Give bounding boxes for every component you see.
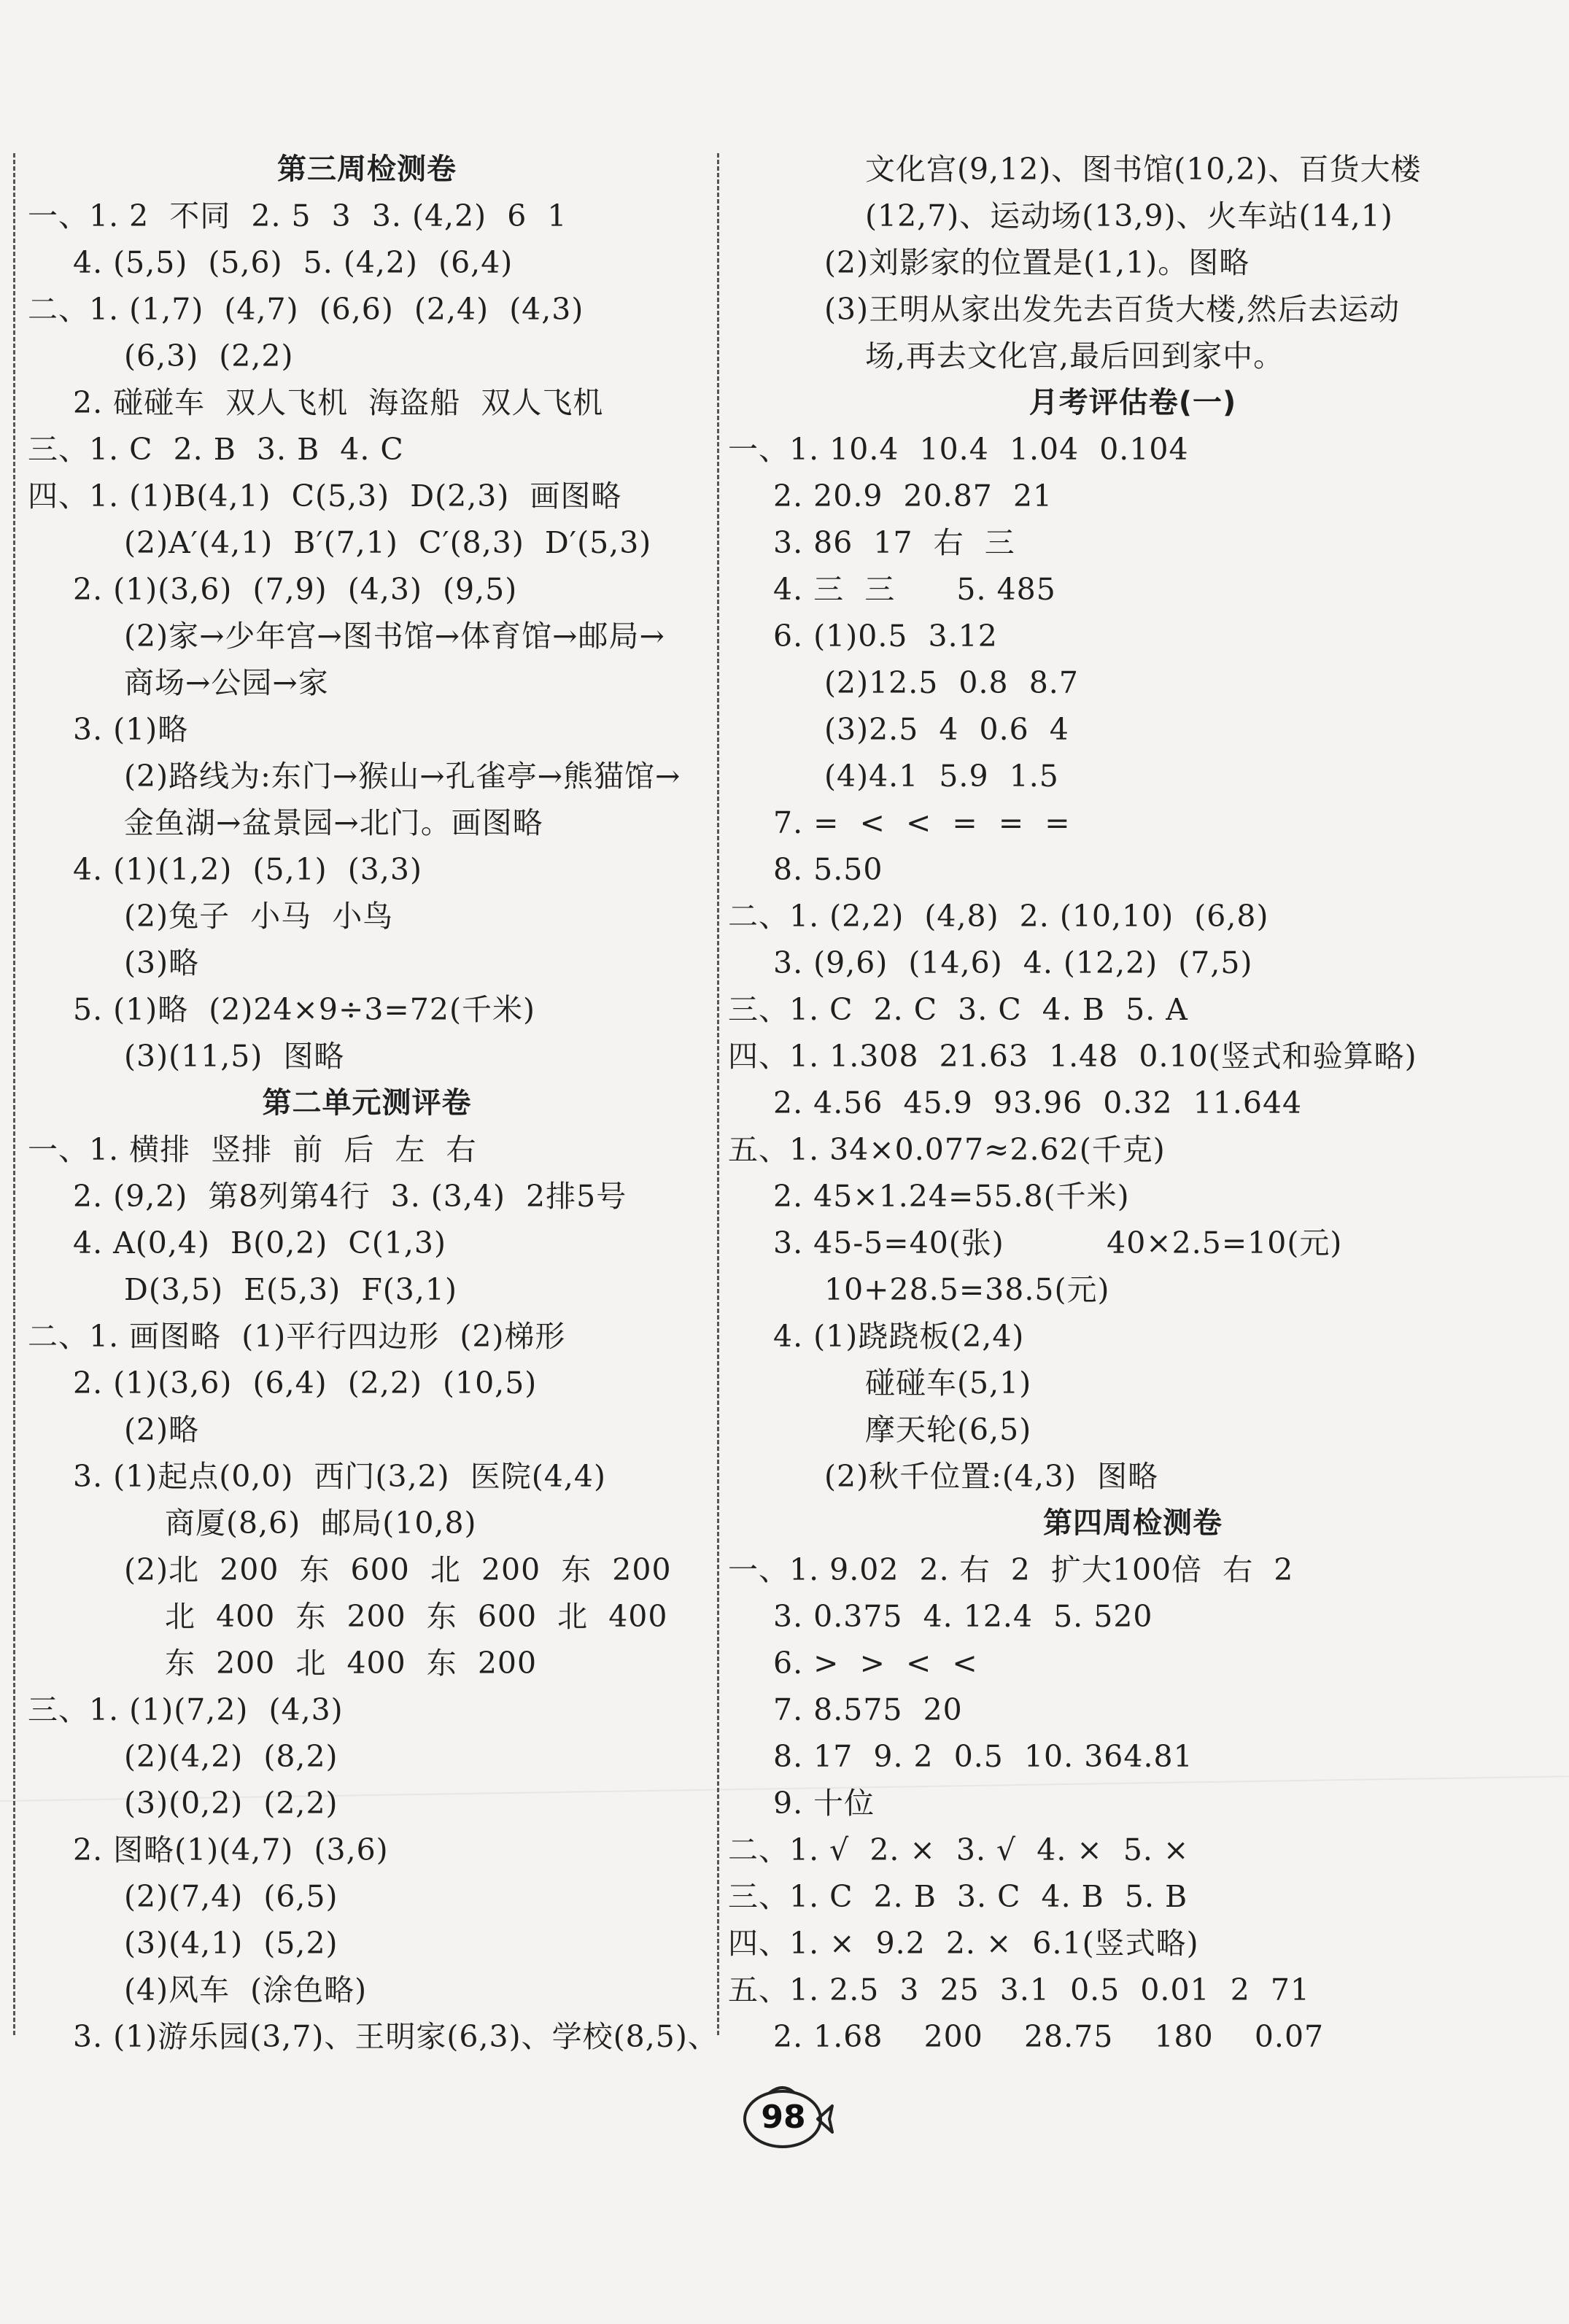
- answer-line: 二、1. (1,7) (4,7) (6,6) (2,4) (4,3): [28, 292, 584, 327]
- left-margin-dashed-rule: [13, 153, 15, 2035]
- answer-line: 四、1. (1)B(4,1) C(5,3) D(2,3) 画图略: [28, 479, 622, 514]
- answer-line: 2. 4.56 45.9 93.96 0.32 11.644: [773, 1085, 1303, 1120]
- answer-line: (2)刘影家的位置是(1,1)。图略: [824, 245, 1250, 280]
- answer-line: 2. (9,2) 第8列第4行 3. (3,4) 2排5号: [73, 1179, 627, 1214]
- answer-line: 3. (1)略: [73, 712, 189, 747]
- answer-line: 四、1. 1.308 21.63 1.48 0.10(竖式和验算略): [728, 1039, 1417, 1074]
- answer-line: D(3,5) E(5,3) F(3,1): [124, 1272, 457, 1307]
- answer-line: 文化宫(9,12)、图书馆(10,2)、百货大楼: [865, 152, 1422, 187]
- answer-line: 4. A(0,4) B(0,2) C(1,3): [73, 1225, 446, 1260]
- answer-line: 五、1. 34×0.077≈2.62(千克): [728, 1132, 1166, 1167]
- answer-line: (2)北 200 东 600 北 200 东 200: [124, 1552, 672, 1587]
- answer-line: 2. (1)(3,6) (7,9) (4,3) (9,5): [73, 572, 518, 607]
- answer-column-left: [28, 146, 718, 2060]
- answer-line: 商场→公园→家: [124, 665, 329, 700]
- answer-line: 场,再去文化宫,最后回到家中。: [865, 338, 1285, 373]
- answer-line: 7. = < < = = =: [773, 805, 1071, 840]
- answer-line: 一、1. 2 不同 2. 5 3 3. (4,2) 6 1: [28, 198, 567, 233]
- answer-line: (3)2.5 4 0.6 4: [824, 712, 1069, 747]
- answer-line: (3)王明从家出发先去百货大楼,然后去运动: [824, 292, 1401, 327]
- answer-line: 2. 45×1.24=55.8(千米): [773, 1179, 1130, 1214]
- answer-line: 商厦(8,6) 邮局(10,8): [165, 1506, 477, 1541]
- section-heading: 第四周检测卷: [1043, 1506, 1223, 1540]
- section-heading: 月考评估卷(一): [1028, 386, 1237, 419]
- answer-line: 7. 8.575 20: [773, 1692, 963, 1727]
- answer-line: 金鱼湖→盆景园→北门。画图略: [124, 805, 543, 840]
- answer-line: 一、1. 10.4 10.4 1.04 0.104: [728, 432, 1189, 467]
- page-number: 98: [761, 2099, 806, 2136]
- answer-line: (2)略: [124, 1412, 200, 1447]
- answer-line: 8. 5.50: [773, 852, 883, 887]
- answer-line: (2)A′(4,1) B′(7,1) C′(8,3) D′(5,3): [124, 525, 652, 560]
- answer-line: 2. 20.9 20.87 21: [773, 479, 1053, 514]
- answer-line: 二、1. 画图略 (1)平行四边形 (2)梯形: [28, 1319, 566, 1354]
- answer-line: (6,3) (2,2): [124, 338, 294, 373]
- answer-line: (2)秋千位置:(4,3) 图略: [824, 1459, 1159, 1494]
- answer-line: 东 200 北 400 东 200: [165, 1646, 538, 1681]
- answer-line: 9. 十位: [773, 1786, 875, 1821]
- section-heading: 第三周检测卷: [277, 152, 457, 186]
- answer-line: 3. 0.375 4. 12.4 5. 520: [773, 1599, 1153, 1634]
- answer-line: 三、1. (1)(7,2) (4,3): [28, 1692, 344, 1727]
- section-heading: 第二单元测评卷: [262, 1086, 472, 1120]
- answer-line: (2)兔子 小马 小鸟: [124, 899, 394, 934]
- answer-line: 6. (1)0.5 3.12: [773, 619, 998, 654]
- answer-line: 2. 图略(1)(4,7) (3,6): [73, 1832, 389, 1867]
- answer-line: 3. (9,6) (14,6) 4. (12,2) (7,5): [773, 945, 1253, 980]
- answer-line: (2)(7,4) (6,5): [124, 1879, 338, 1914]
- answer-line: 3. (1)游乐园(3,7)、王明家(6,3)、学校(8,5)、: [73, 2019, 718, 2054]
- answer-line: 碰碰车(5,1): [865, 1366, 1032, 1401]
- answer-line: 摩天轮(6,5): [865, 1412, 1032, 1447]
- answer-line: (2)家→少年宫→图书馆→体育馆→邮局→: [124, 619, 665, 654]
- answer-line: 3. 45-5=40(张) 40×2.5=10(元): [773, 1225, 1343, 1260]
- answer-line: 5. (1)略 (2)24×9÷3=72(千米): [73, 992, 535, 1027]
- answer-line: 2. 1.68 200 28.75 180 0.07: [773, 2019, 1325, 2054]
- answer-line: 四、1. × 9.2 2. × 6.1(竖式略): [728, 1926, 1199, 1961]
- answer-line: 8. 17 9. 2 0.5 10. 364.81: [773, 1739, 1193, 1774]
- answer-line: (2)路线为:东门→猴山→孔雀亭→熊猫馆→: [124, 759, 681, 794]
- answer-line: 4. (5,5) (5,6) 5. (4,2) (6,4): [73, 245, 514, 280]
- answer-line: (12,7)、运动场(13,9)、火车站(14,1): [865, 198, 1393, 233]
- answer-line: 3. (1)起点(0,0) 西门(3,2) 医院(4,4): [73, 1459, 606, 1494]
- answer-line: (3)略: [124, 945, 200, 980]
- answer-line: 4. 三 三 5. 485: [773, 572, 1056, 607]
- answer-line: 6. > > < <: [773, 1646, 978, 1681]
- answer-line: 北 400 东 200 东 600 北 400: [165, 1599, 668, 1634]
- answer-line: (4)4.1 5.9 1.5: [824, 759, 1059, 794]
- answer-line: 二、1. √ 2. × 3. √ 4. × 5. ×: [728, 1832, 1190, 1867]
- answer-line: 五、1. 2.5 3 25 3.1 0.5 0.01 2 71: [728, 1972, 1311, 2007]
- answer-line: (3)(11,5) 图略: [124, 1039, 345, 1074]
- answer-line: (2)12.5 0.8 8.7: [824, 665, 1079, 700]
- answer-line: 三、1. C 2. C 3. C 4. B 5. A: [728, 992, 1188, 1027]
- answer-line: (3)(0,2) (2,2): [124, 1786, 338, 1821]
- answer-line: 2. 碰碰车 双人飞机 海盗船 双人飞机: [73, 385, 604, 420]
- answer-line: (3)(4,1) (5,2): [124, 1926, 338, 1961]
- answer-line: 10+28.5=38.5(元): [824, 1272, 1110, 1307]
- answer-line: 一、1. 9.02 2. 右 2 扩大100倍 右 2: [728, 1552, 1294, 1587]
- answer-line: 2. (1)(3,6) (6,4) (2,2) (10,5): [73, 1366, 538, 1401]
- answer-line: 二、1. (2,2) (4,8) 2. (10,10) (6,8): [728, 899, 1269, 934]
- answer-line: 三、1. C 2. B 3. B 4. C: [28, 432, 404, 467]
- answer-line: 4. (1)跷跷板(2,4): [773, 1319, 1025, 1354]
- answer-line: (2)(4,2) (8,2): [124, 1739, 338, 1774]
- answer-column-right: [728, 146, 1538, 2060]
- answer-line: 三、1. C 2. B 3. C 4. B 5. B: [728, 1879, 1188, 1914]
- page-number-badge: [740, 2083, 835, 2153]
- answer-line: (4)风车 (涂色略): [124, 1972, 368, 2007]
- answer-line: 一、1. 横排 竖排 前 后 左 右: [28, 1132, 477, 1167]
- answer-line: 4. (1)(1,2) (5,1) (3,3): [73, 852, 422, 887]
- answer-line: 3. 86 17 右 三: [773, 525, 1015, 560]
- column-divider-dashed-rule: [717, 153, 719, 2035]
